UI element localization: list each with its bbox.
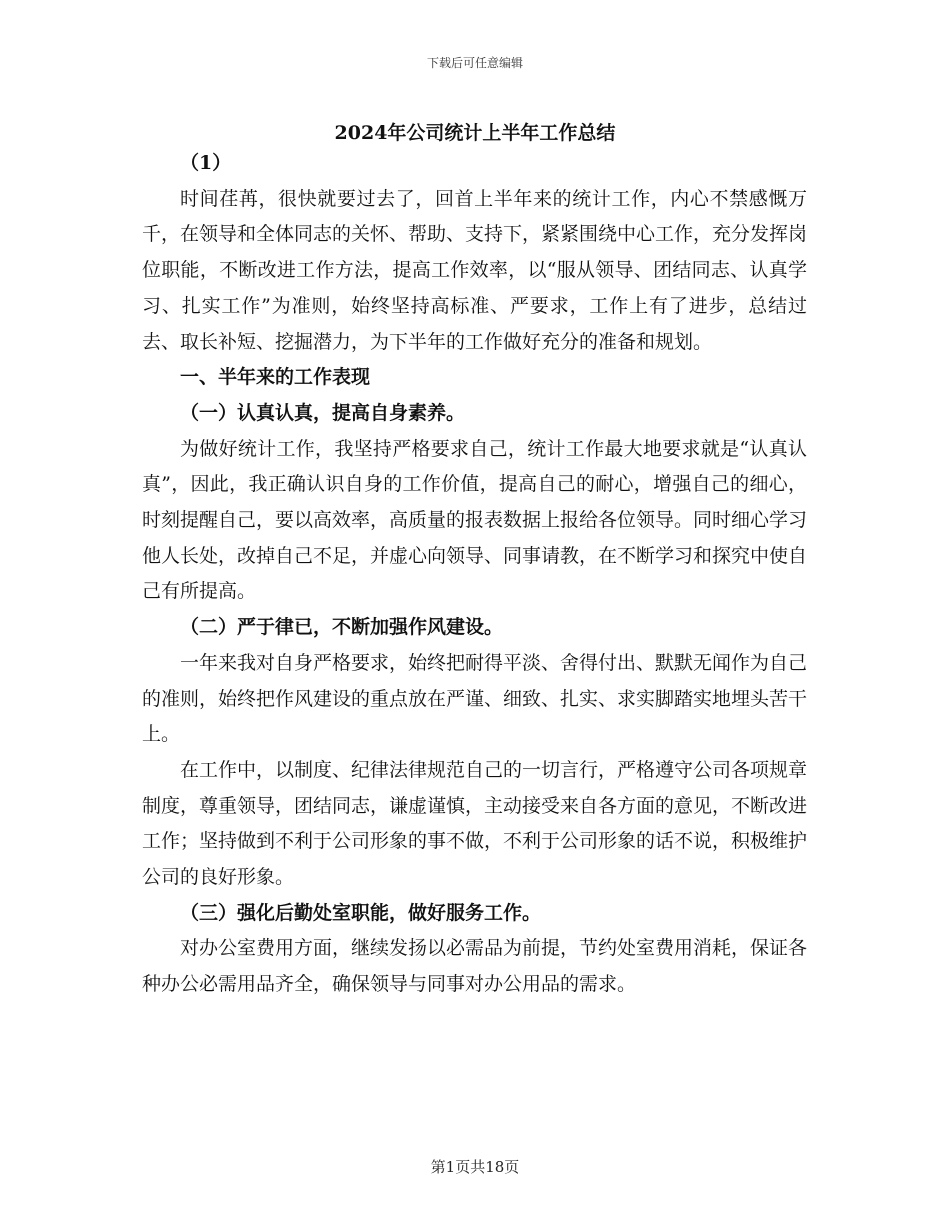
sub3-heading: （三）强化后勤处室职能，做好服务工作。 bbox=[180, 901, 542, 924]
sub1-body: 为做好统计工作，我坚持严格要求自己，统计工作最大地要求就是“认真认真”，因此，我正确认识自身的工作价值，提高自己的耐心，增强自己的细心，时刻提醒自己，要以高效率，高质量的报表数据上报给各位领导。同时细心学习他人长处，改掉自己不足，并虚心向领导、同事请教，在不断学习和探究中使自己有所提高。 bbox=[142, 437, 808, 603]
sub2-body-2: 在工作中，以制度、纪律法律规范自己的一切言行，严格遵守公司各项规章制度，尊重领导，团结同志，谦虚谨慎，主动接受来自各方面的意见，不断改进工作；坚持做到不利于公司形象的事不做，不利于公司形象的话不说，积极维护公司的良好形象。 bbox=[142, 758, 808, 889]
header-note: 下载后可任意编辑 bbox=[426, 56, 523, 70]
sub1-heading: （一）认真认真，提高自身素养。 bbox=[180, 401, 466, 424]
section1-heading: 一、半年来的工作表现 bbox=[180, 366, 371, 389]
document-body bbox=[142, 146, 807, 1003]
page-footer: 第1页共18页 bbox=[430, 1158, 520, 1176]
document-title: 2024年公司统计上半年工作总结 bbox=[334, 122, 616, 144]
sub2-body-1: 一年来我对自身严格要求，始终把耐得平淡、舍得付出、默默无闻作为自己的准则，始终把作风建设的重点放在严谨、细致、扎实、求实脚踏实地埋头苦干上。 bbox=[142, 651, 808, 746]
sequence-label: （1） bbox=[180, 152, 232, 174]
sub2-heading: （二）严于律已，不断加强作风建设。 bbox=[180, 616, 504, 639]
intro-paragraph: 时间荏苒，很快就要过去了，回首上半年来的统计工作，内心不禁感慨万千，在领导和全体同志的关怀、帮助、支持下，紧紧围绕中心工作，充分发挥岗位职能，不断改进工作方法，提高工作效率，以“服从领导、团结同志、认真学习、扎实工作”为准则，始终坚持高标准、严要求，工作上有了进步，总结过去、取长补短、挖掘潜力，为下半年的工作做好充分的准备和规划。 bbox=[142, 187, 808, 353]
sub3-body: 对办公室费用方面，继续发扬以必需品为前提，节约处室费用消耗，保证各种办公必需用品齐全，确保领导与同事对办公用品的需求。 bbox=[142, 937, 808, 996]
